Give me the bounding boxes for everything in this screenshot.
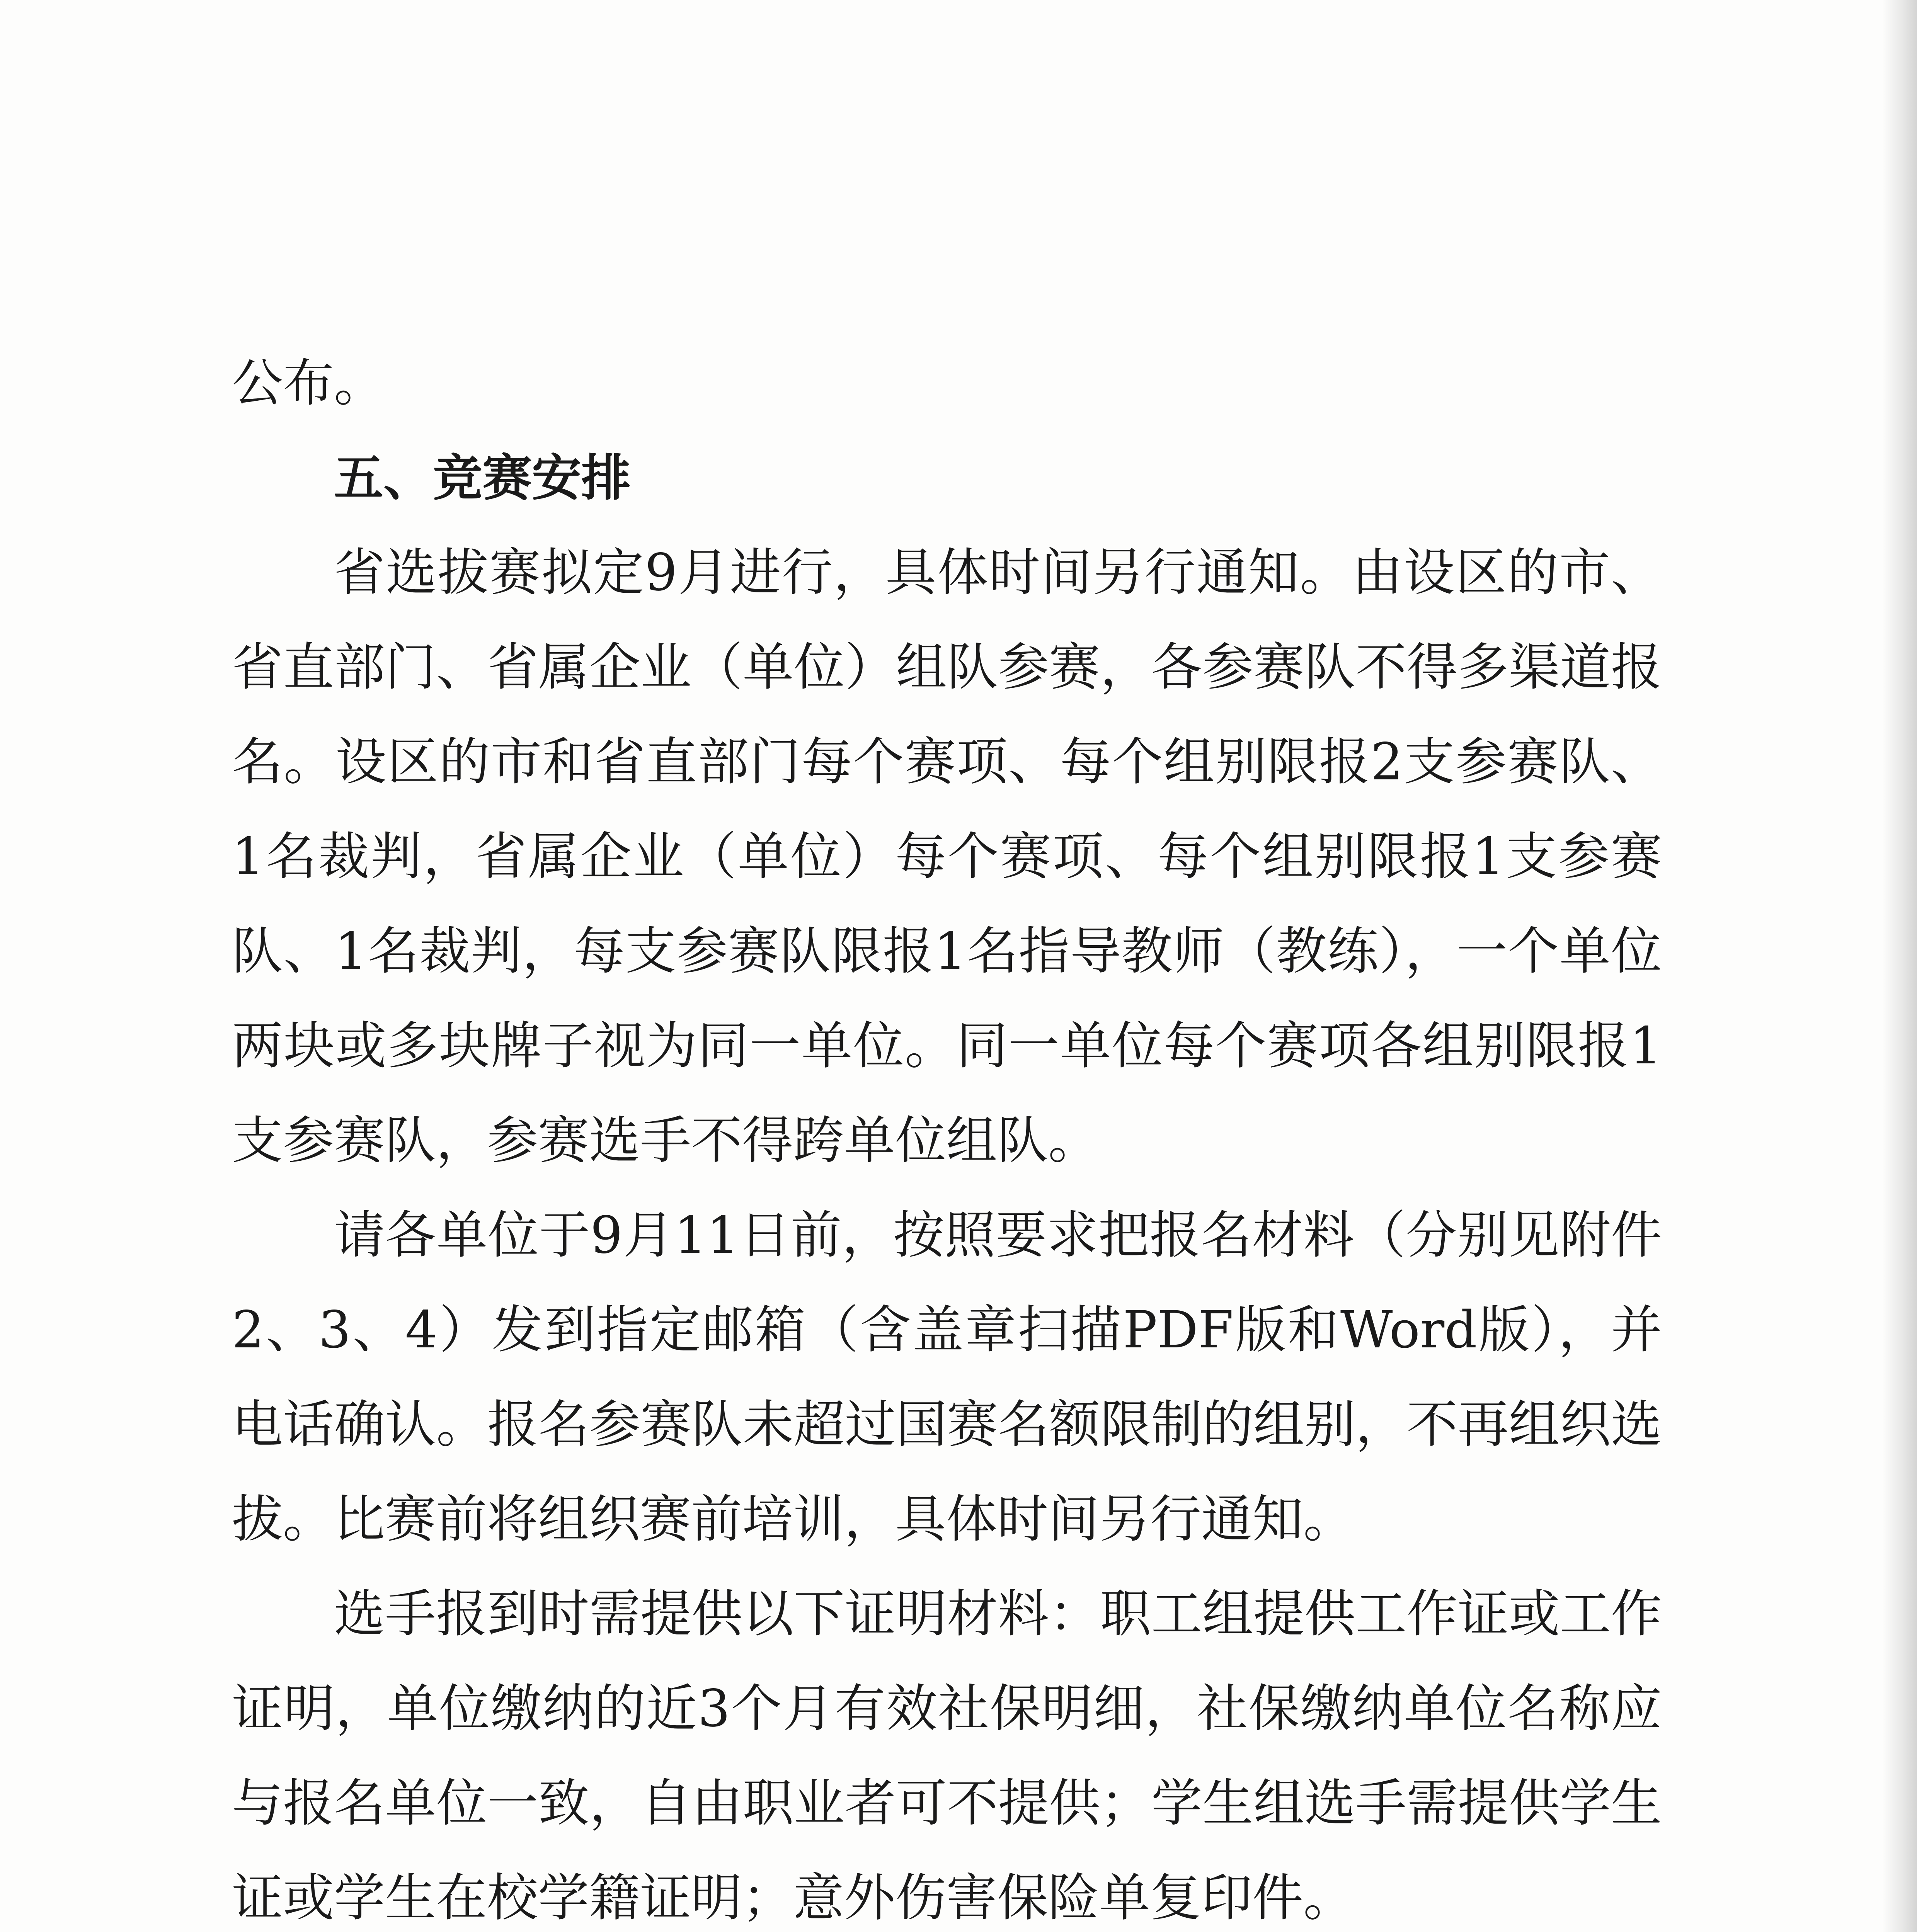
paragraph-proof-materials: 选手报到时需提供以下证明材料：职工组提供工作证或工作证明，单位缴纳的近3个月有效社保明细，社保缴纳单位名称应与报名单位一致，自由职业者可不提供；学生组选手需提供学生证或学生在校学籍证明；意外伤害保险单复印件。 <box>232 1584 1662 1928</box>
scan-shadow-edge <box>1882 0 1917 1932</box>
paragraph-competition-schedule: 省选拔赛拟定9月进行，具体时间另行通知。由设区的市、省直部门、省属企业（单位）组队参赛，各参赛队不得多渠道报名。设区的市和省直部门每个赛项、每个组别限报2支参赛队、1名裁判，省属企业（单位）每个赛项、每个组别限报1支参赛队、1名裁判，每支参赛队限报1名指导教师（教练），一个单位两块或多块牌子视为同一单位。同一单位每个赛项各组别限报1支参赛队，参赛选手不得跨单位组队。 <box>232 543 1662 1170</box>
document-body <box>232 336 1662 1932</box>
section-heading-competition-arrangement: 五、竞赛安排 <box>334 449 631 507</box>
paragraph-continuation: 公布。 <box>232 354 385 413</box>
paragraph-registration-materials: 请各单位于9月11日前，按照要求把报名材料（分别见附件2、3、4）发到指定邮箱（含盖章扫描PDF版和Word版），并电话确认。报名参赛队未超过国赛名额限制的组别，不再组织选拔。比赛前将组织赛前培训，具体时间另行通知。 <box>232 1206 1662 1549</box>
